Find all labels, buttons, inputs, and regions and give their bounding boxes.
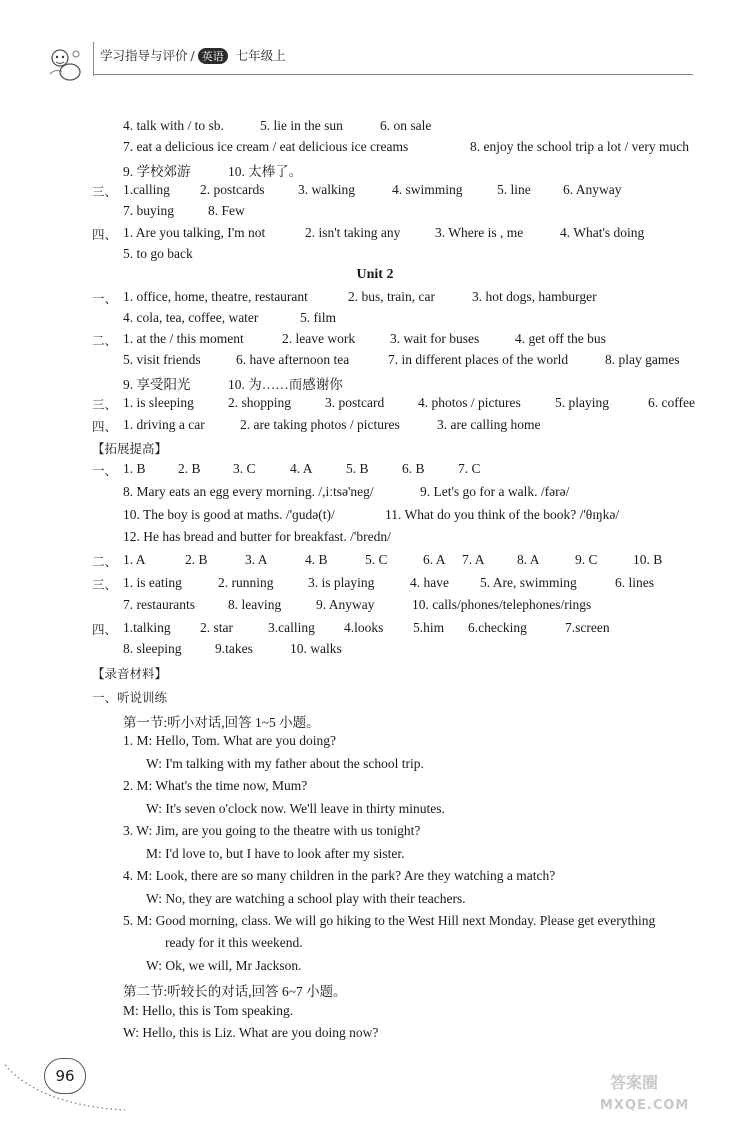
answer-item: 9. 享受阳光 bbox=[123, 377, 191, 392]
answer-item: 7. buying bbox=[123, 203, 175, 218]
answer-item: 10. calls/phones/telephones/rings bbox=[412, 597, 592, 612]
mascot-logo-icon bbox=[46, 44, 88, 84]
section-number: 三、 bbox=[92, 184, 118, 199]
answer-item: 6. A bbox=[423, 552, 446, 567]
answer-item: 6. lines bbox=[615, 575, 654, 590]
answer-item: 5.him bbox=[413, 620, 445, 635]
answer-item: 8. leaving bbox=[228, 597, 282, 612]
answer-item: 8. sleeping bbox=[123, 641, 182, 656]
answer-item: 2. B bbox=[185, 552, 208, 567]
answer-item: 2. isn't taking any bbox=[305, 225, 401, 240]
answer-item: 1. is sleeping bbox=[123, 395, 194, 410]
answer-item: 3. walking bbox=[298, 182, 355, 197]
answer-item: 3. wait for buses bbox=[390, 331, 480, 346]
section-number: 四、 bbox=[92, 419, 118, 434]
answer-item: 3. Where is , me bbox=[435, 225, 524, 240]
answer-item: 5. lie in the sun bbox=[260, 118, 343, 133]
answer-item: 3. are calling home bbox=[437, 417, 541, 432]
answer-item: 3. A bbox=[245, 552, 268, 567]
answer-item: 4.looks bbox=[344, 620, 384, 635]
dialogue-line: 1. M: Hello, Tom. What are you doing? bbox=[123, 733, 337, 748]
answer-item: 7. restaurants bbox=[123, 597, 195, 612]
answer-item: 9.takes bbox=[215, 641, 253, 656]
section-heading-recording: 【录音材料】 bbox=[92, 666, 168, 681]
answer-item: 1. driving a car bbox=[123, 417, 205, 432]
section-number: 一、 bbox=[92, 291, 118, 306]
answer-item: 7. eat a delicious ice cream / eat delicious ice creams bbox=[123, 139, 409, 154]
answer-item: 10. B bbox=[633, 552, 663, 567]
section-number: 三、 bbox=[92, 577, 118, 592]
dialogue-line: W: Hello, this is Liz. What are you doing now? bbox=[123, 1025, 379, 1040]
phonetic-item: 11. What do you think of the book? /'θɪŋkə/ bbox=[385, 507, 620, 522]
unit-title: Unit 2 bbox=[356, 267, 394, 282]
answer-item: 7. in different places of the world bbox=[388, 352, 569, 367]
dialogue-line: 3. W: Jim, are you going to the theatre with us tonight? bbox=[123, 823, 421, 838]
section-heading-extension: 【拓展提高】 bbox=[92, 441, 168, 456]
answer-item: 3. is playing bbox=[308, 575, 375, 590]
answer-item: 5. C bbox=[365, 552, 388, 567]
subject-badge: 英语 bbox=[198, 48, 228, 64]
answer-item: 6. B bbox=[402, 461, 425, 476]
section-number: 四、 bbox=[92, 622, 118, 637]
answer-item: 8. enjoy the school trip a lot / very much bbox=[470, 139, 689, 154]
header-divider bbox=[93, 74, 693, 75]
answer-item: 4. What's doing bbox=[560, 225, 645, 240]
answer-item: 4. B bbox=[305, 552, 328, 567]
answer-item: 2. B bbox=[178, 461, 201, 476]
answer-item: 2. running bbox=[218, 575, 274, 590]
dialogue-line: M: I'd love to, but I have to look after my sister. bbox=[146, 846, 405, 861]
answer-item: 5. visit friends bbox=[123, 352, 201, 367]
book-title: 学习指导与评价 bbox=[100, 48, 188, 63]
page-number: 96 bbox=[44, 1058, 86, 1094]
answer-item: 8. Few bbox=[208, 203, 245, 218]
phonetic-item: 9. Let's go for a walk. /fərə/ bbox=[420, 484, 570, 499]
dialogue-line: W: Ok, we will, Mr Jackson. bbox=[146, 958, 302, 973]
answer-item: 2. bus, train, car bbox=[348, 289, 435, 304]
answer-item: 2. leave work bbox=[282, 331, 356, 346]
answer-item: 7. A bbox=[462, 552, 485, 567]
watermark: 答案圈 bbox=[610, 1073, 659, 1092]
answer-item: 1. A bbox=[123, 552, 146, 567]
dialogue-line: W: It's seven o'clock now. We'll leave in thirty minutes. bbox=[146, 801, 445, 816]
answer-item: 1. Are you talking, I'm not bbox=[123, 225, 266, 240]
answer-item: 1.talking bbox=[123, 620, 171, 635]
watermark-url: MXQE.COM bbox=[600, 1098, 690, 1113]
phonetic-item: 8. Mary eats an egg every morning. /,iːtsə'neg/ bbox=[123, 484, 374, 499]
grade-label: 七年级上 bbox=[235, 48, 286, 63]
header-title: 学习指导与评价 / 英语 七年级上 bbox=[100, 48, 286, 63]
answer-item: 3. hot dogs, hamburger bbox=[472, 289, 597, 304]
answer-item: 4. get off the bus bbox=[515, 331, 606, 346]
dialogue-line: W: I'm talking with my father about the school trip. bbox=[146, 756, 424, 771]
section-number: 一、 bbox=[92, 463, 118, 478]
header-divider-vertical bbox=[93, 42, 94, 76]
section-number: 二、 bbox=[92, 333, 118, 348]
answer-item: 6. coffee bbox=[648, 395, 695, 410]
answer-item: 7. C bbox=[458, 461, 481, 476]
phonetic-item: 10. The boy is good at maths. /'ɡudə(t)/ bbox=[123, 507, 335, 522]
answer-item: 4. swimming bbox=[392, 182, 463, 197]
answer-item: 5. Are, swimming bbox=[480, 575, 577, 590]
answer-item: 10. 太棒了。 bbox=[228, 164, 303, 179]
answer-item: 6. Anyway bbox=[563, 182, 622, 197]
answer-item: 9. Anyway bbox=[316, 597, 375, 612]
dialogue-line: ready for it this weekend. bbox=[165, 935, 303, 950]
dialogue-line: 5. M: Good morning, class. We will go hiking to the West Hill next Monday. Please get everything bbox=[123, 913, 656, 928]
answer-item: 4. cola, tea, coffee, water bbox=[123, 310, 259, 325]
answer-item: 5. line bbox=[497, 182, 531, 197]
answer-item: 8. A bbox=[517, 552, 540, 567]
section-number: 二、 bbox=[92, 554, 118, 569]
answer-item: 6.checking bbox=[468, 620, 527, 635]
phonetic-item: 12. He has bread and butter for breakfast. /'bredn/ bbox=[123, 529, 391, 544]
part-heading: 一、听说训练 bbox=[92, 690, 168, 705]
answer-item: 10. 为……而感谢你 bbox=[228, 377, 343, 392]
answer-item: 4. A bbox=[290, 461, 313, 476]
dialogue-line: M: Hello, this is Tom speaking. bbox=[123, 1003, 294, 1018]
answer-item: 5. film bbox=[300, 310, 336, 325]
answer-item: 1. B bbox=[123, 461, 146, 476]
answer-item: 2. star bbox=[200, 620, 233, 635]
dialogue-line: 2. M: What's the time now, Mum? bbox=[123, 778, 308, 793]
answer-item: 5. playing bbox=[555, 395, 609, 410]
answer-item: 2. shopping bbox=[228, 395, 292, 410]
dialogue-line: 4. M: Look, there are so many children in the park? Are they watching a match? bbox=[123, 868, 556, 883]
answer-item: 7.screen bbox=[565, 620, 610, 635]
section-number: 三、 bbox=[92, 397, 118, 412]
answer-item: 3. postcard bbox=[325, 395, 385, 410]
section-instruction: 第一节:听小对话,回答 1~5 小题。 bbox=[123, 715, 320, 730]
answer-item: 9. C bbox=[575, 552, 598, 567]
answer-item: 1. office, home, theatre, restaurant bbox=[123, 289, 308, 304]
section-number: 四、 bbox=[92, 227, 118, 242]
answer-item: 2. are taking photos / pictures bbox=[240, 417, 400, 432]
dialogue-line: W: No, they are watching a school play with their teachers. bbox=[146, 891, 466, 906]
answer-item: 1.calling bbox=[123, 182, 170, 197]
answer-item: 9. 学校郊游 bbox=[123, 164, 191, 179]
answer-item: 3. C bbox=[233, 461, 256, 476]
section-instruction: 第二节:听较长的对话,回答 6~7 小题。 bbox=[123, 984, 347, 999]
answer-item: 6. on sale bbox=[380, 118, 432, 133]
answer-item: 1. at the / this moment bbox=[123, 331, 244, 346]
page-header bbox=[0, 38, 750, 82]
answer-item: 4. have bbox=[410, 575, 449, 590]
answer-item: 3.calling bbox=[268, 620, 315, 635]
answer-item: 2. postcards bbox=[200, 182, 265, 197]
answer-item: 10. walks bbox=[290, 641, 342, 656]
answer-item: 4. photos / pictures bbox=[418, 395, 521, 410]
answer-item: 5. to go back bbox=[123, 246, 193, 261]
answer-item: 8. play games bbox=[605, 352, 680, 367]
answer-item: 1. is eating bbox=[123, 575, 182, 590]
answer-item: 4. talk with / to sb. bbox=[123, 118, 224, 133]
answer-item: 6. have afternoon tea bbox=[236, 352, 350, 367]
answer-item: 5. B bbox=[346, 461, 369, 476]
